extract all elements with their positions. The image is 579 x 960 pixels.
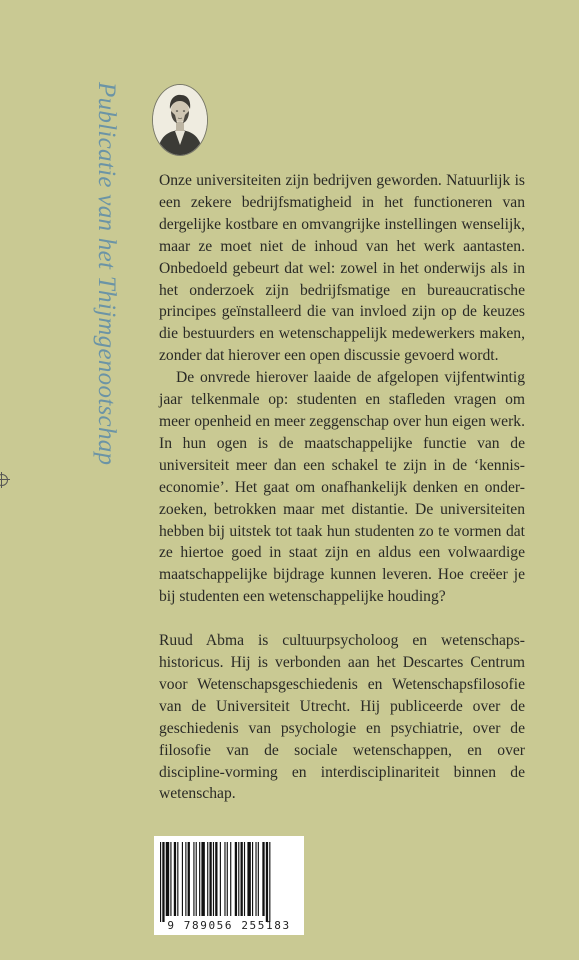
barcode-bar — [247, 842, 250, 916]
barcode-bar — [209, 842, 211, 916]
barcode-bar — [207, 842, 208, 916]
barcode-bar — [241, 842, 243, 916]
barcode-bar — [244, 842, 245, 916]
barcode-bar — [162, 842, 164, 922]
barcode-bars — [154, 836, 304, 922]
barcode-bar — [177, 842, 178, 916]
barcode — [154, 836, 304, 935]
barcode-bar — [235, 842, 237, 916]
portrait-icon — [153, 85, 207, 155]
barcode-bar — [166, 842, 169, 916]
barcode-bar — [238, 842, 239, 916]
intro-paragraph: Onze universiteiten zijn bedrijven geworden. Natuurlijk is een zekere bedrijfsmatigheid in het functioneren van dergelijke kostbare en omvangrijke instellingen wenselijk, maar ze moet niet de inhoud van het werk aantasten. Onbedoeld gebeurt dat wel: zowel in het onderwijs als in het onderzoek zijn bedrijfsmatige en bureaucratische principes geïnstalleerd die van invloed zijn op de keuzes die bestuurders en wetenschappelijk medewerkers maken, zonder dat hierover een open discussie gevoerd wordt. — [159, 172, 525, 365]
barcode-bar — [258, 842, 259, 916]
barcode-bar — [201, 842, 204, 916]
barcode-bar — [230, 842, 231, 916]
barcode-bar — [170, 842, 171, 916]
barcode-bar — [220, 842, 221, 916]
barcode-bar — [213, 842, 214, 916]
barcode-bar — [160, 842, 161, 922]
barcode-bar — [255, 842, 256, 916]
registration-mark — [0, 474, 8, 486]
barcode-bar — [269, 842, 270, 922]
barcode-bar — [188, 842, 190, 916]
isbn-digits: 9 789056 255183 — [167, 919, 291, 932]
barcode-bar — [262, 842, 264, 916]
second-paragraph: De onvrede hierover laaide de afgelopen vijfentwintig jaar telkenmale op: studenten en stafleden vragen om meer openheid en meer zeggenschap over hun eigen werk. In hun ogen is de maatschappelijke functie van de universiteit meer dan een schakel te zijn in de ‘kennis-economie’. Het gaat om onafhankelijk denken en onder-zoeken, betrokken maar met distantie. De universiteiten hebben bij uitstek tot taak hun studenten zo te vormen dat ze hiertoe goed in staat zijn en aldus een volwaardige maatschappelijke bijdrage kunnen leveren. Hoe creëer je bij studenten een wetenschappelijke houding? — [159, 369, 525, 606]
portrait-image — [152, 84, 208, 156]
barcode-bar — [252, 842, 253, 916]
barcode-bar — [224, 842, 225, 916]
barcode-bar — [185, 842, 186, 916]
author-bio: Ruud Abma is cultuurpsycholoog en wetenschaps-historicus. Hij is verbonden aan het Descartes Centrum voor Wetenschapsgeschiedenis en Wetenschapsfilosofie van de Universiteit Utrecht. Hij publiceerde over de geschiedenis van psychologie en psychiatrie, over de filosofie van de sociale wetenschappen, en over discipline-vorming en interdisciplinariteit binnen de wetenschap. — [159, 632, 525, 803]
barcode-bar — [196, 842, 197, 916]
back-cover-text — [159, 170, 525, 805]
barcode-bar — [174, 842, 176, 916]
barcode-bar — [215, 842, 217, 916]
barcode-bar — [266, 842, 268, 922]
barcode-bar — [227, 842, 228, 916]
barcode-bar — [193, 842, 194, 916]
series-title: Publicatie van het Thijmgenootschap — [93, 82, 120, 466]
barcode-bar — [182, 842, 183, 916]
barcode-bar — [199, 842, 200, 916]
